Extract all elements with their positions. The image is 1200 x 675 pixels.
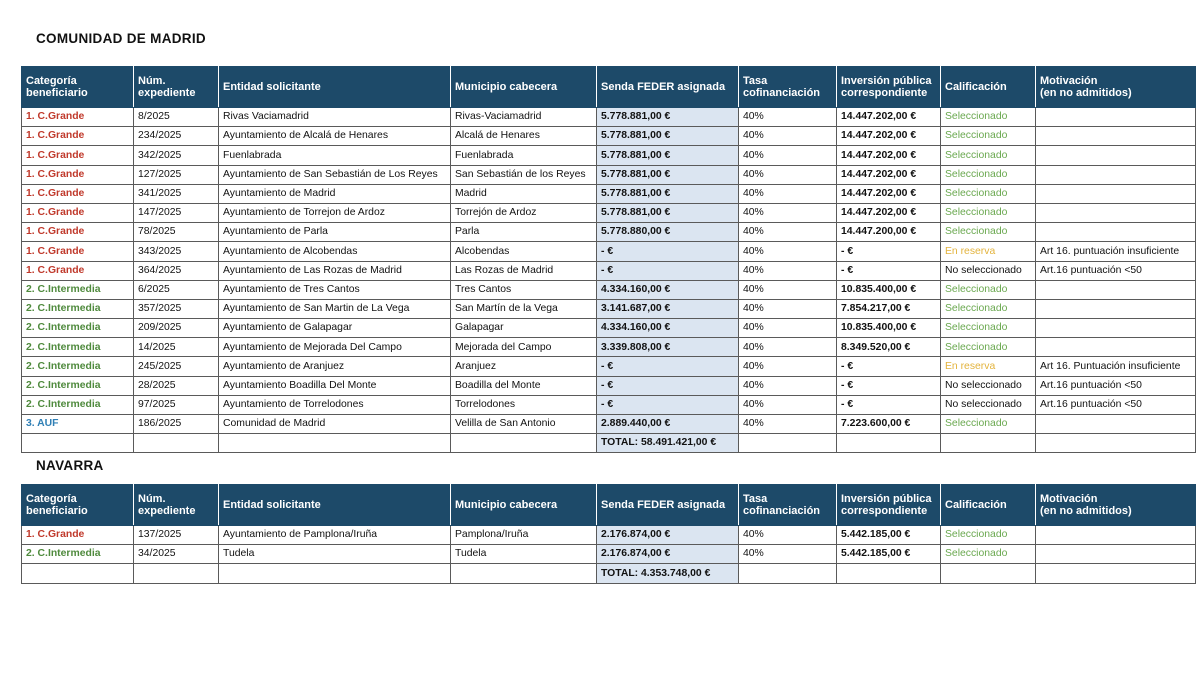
cell-calificacion: No seleccionado <box>941 376 1036 395</box>
cell-tasa-cofinanciacion: 40% <box>739 203 837 222</box>
cell-empty <box>941 434 1036 453</box>
cell-calificacion: En reserva <box>941 242 1036 261</box>
column-header-categoria <box>22 485 134 526</box>
cell-senda-feder: 2.176.874,00 € <box>597 526 739 545</box>
cell-calificacion: Seleccionado <box>941 203 1036 222</box>
header-line-1: Municipio cabecera <box>455 498 558 511</box>
cell-senda-feder: 5.778.880,00 € <box>597 223 739 242</box>
header-line-2: correspondiente <box>841 505 928 517</box>
cell-motivacion <box>1036 319 1196 338</box>
cell-categoria-beneficiario: 1. C.Grande <box>22 108 134 127</box>
cell-motivacion <box>1036 280 1196 299</box>
cell-inversion-publica: - € <box>837 376 941 395</box>
cell-entidad-solicitante: Ayuntamiento de Madrid <box>219 184 451 203</box>
cell-categoria-beneficiario: 2. C.Intermedia <box>22 376 134 395</box>
cell-inversion-publica: 14.447.202,00 € <box>837 203 941 222</box>
cell-num-expediente: 137/2025 <box>134 526 219 545</box>
column-header-tasa <box>739 67 837 108</box>
cell-empty <box>451 564 597 583</box>
cell-senda-feder: 5.778.881,00 € <box>597 127 739 146</box>
table-comunidad-de-madrid <box>21 66 1196 453</box>
table-total-row <box>22 564 1196 583</box>
cell-inversion-publica: 8.349.520,00 € <box>837 338 941 357</box>
cell-num-expediente: 245/2025 <box>134 357 219 376</box>
cell-calificacion: En reserva <box>941 357 1036 376</box>
table-row <box>22 146 1196 165</box>
cell-senda-feder: 4.334.160,00 € <box>597 280 739 299</box>
cell-calificacion: No seleccionado <box>941 261 1036 280</box>
cell-entidad-solicitante: Ayuntamiento de Aranjuez <box>219 357 451 376</box>
table-row <box>22 203 1196 222</box>
cell-motivacion <box>1036 203 1196 222</box>
section-title-navarra: NAVARRA <box>36 458 104 473</box>
table-row <box>22 415 1196 434</box>
table-row <box>22 357 1196 376</box>
cell-calificacion: Seleccionado <box>941 146 1036 165</box>
cell-municipio-cabecera: Alcobendas <box>451 242 597 261</box>
cell-municipio-cabecera: Torrejón de Ardoz <box>451 203 597 222</box>
cell-empty <box>1036 434 1196 453</box>
cell-motivacion <box>1036 108 1196 127</box>
table-navarra <box>21 484 1196 584</box>
header-line-2: (en no admitidos) <box>1040 87 1132 99</box>
cell-categoria-beneficiario: 1. C.Grande <box>22 127 134 146</box>
cell-motivacion: Art.16 puntuación <50 <box>1036 261 1196 280</box>
cell-senda-feder: 5.778.881,00 € <box>597 165 739 184</box>
column-header-calificacion <box>941 67 1036 108</box>
table-row <box>22 395 1196 414</box>
cell-empty <box>739 564 837 583</box>
cell-motivacion <box>1036 223 1196 242</box>
cell-entidad-solicitante: Ayuntamiento de Alcalá de Henares <box>219 127 451 146</box>
column-header-expediente <box>134 67 219 108</box>
cell-categoria-beneficiario: 1. C.Grande <box>22 261 134 280</box>
column-header-municipio <box>451 485 597 526</box>
cell-municipio-cabecera: Galapagar <box>451 319 597 338</box>
cell-categoria-beneficiario: 3. AUF <box>22 415 134 434</box>
cell-tasa-cofinanciacion: 40% <box>739 357 837 376</box>
cell-num-expediente: 28/2025 <box>134 376 219 395</box>
cell-empty <box>219 564 451 583</box>
cell-num-expediente: 147/2025 <box>134 203 219 222</box>
column-header-calificacion <box>941 485 1036 526</box>
column-header-tasa <box>739 485 837 526</box>
cell-entidad-solicitante: Comunidad de Madrid <box>219 415 451 434</box>
cell-senda-feder: 5.778.881,00 € <box>597 203 739 222</box>
table-body <box>22 108 1196 453</box>
cell-calificacion: No seleccionado <box>941 395 1036 414</box>
cell-entidad-solicitante: Ayuntamiento de Pamplona/Iruña <box>219 526 451 545</box>
cell-categoria-beneficiario: 1. C.Grande <box>22 203 134 222</box>
cell-num-expediente: 234/2025 <box>134 127 219 146</box>
table-body <box>22 526 1196 584</box>
cell-categoria-beneficiario: 2. C.Intermedia <box>22 545 134 564</box>
cell-senda-feder: 2.176.874,00 € <box>597 545 739 564</box>
header-line-1: Núm. <box>138 74 166 87</box>
cell-tasa-cofinanciacion: 40% <box>739 280 837 299</box>
cell-entidad-solicitante: Ayuntamiento de Mejorada Del Campo <box>219 338 451 357</box>
cell-num-expediente: 209/2025 <box>134 319 219 338</box>
cell-inversion-publica: - € <box>837 357 941 376</box>
section-title-madrid: COMUNIDAD DE MADRID <box>36 31 206 46</box>
header-row <box>22 485 1196 526</box>
cell-calificacion: Seleccionado <box>941 415 1036 434</box>
table-row <box>22 165 1196 184</box>
header-line-1: Calificación <box>945 80 1007 93</box>
cell-inversion-publica: 14.447.202,00 € <box>837 184 941 203</box>
cell-motivacion: Art.16 puntuación <50 <box>1036 376 1196 395</box>
cell-municipio-cabecera: Aranjuez <box>451 357 597 376</box>
cell-inversion-publica: 5.442.185,00 € <box>837 526 941 545</box>
cell-empty <box>22 434 134 453</box>
column-header-expediente <box>134 485 219 526</box>
cell-num-expediente: 78/2025 <box>134 223 219 242</box>
table-row <box>22 223 1196 242</box>
cell-entidad-solicitante: Tudela <box>219 545 451 564</box>
cell-entidad-solicitante: Ayuntamiento de Alcobendas <box>219 242 451 261</box>
header-line-1: Inversión pública <box>841 492 932 505</box>
cell-tasa-cofinanciacion: 40% <box>739 319 837 338</box>
cell-tasa-cofinanciacion: 40% <box>739 146 837 165</box>
header-line-2: expediente <box>138 505 196 517</box>
cell-municipio-cabecera: Fuenlabrada <box>451 146 597 165</box>
cell-calificacion: Seleccionado <box>941 545 1036 564</box>
cell-tasa-cofinanciacion: 40% <box>739 376 837 395</box>
cell-inversion-publica: 10.835.400,00 € <box>837 319 941 338</box>
cell-inversion-publica: 14.447.202,00 € <box>837 146 941 165</box>
table-row <box>22 299 1196 318</box>
cell-tasa-cofinanciacion: 40% <box>739 545 837 564</box>
cell-motivacion <box>1036 338 1196 357</box>
table-row <box>22 184 1196 203</box>
header-line-2: (en no admitidos) <box>1040 505 1132 517</box>
cell-calificacion: Seleccionado <box>941 338 1036 357</box>
cell-motivacion <box>1036 184 1196 203</box>
cell-categoria-beneficiario: 2. C.Intermedia <box>22 280 134 299</box>
cell-municipio-cabecera: Las Rozas de Madrid <box>451 261 597 280</box>
cell-entidad-solicitante: Ayuntamiento de San Sebastián de Los Reyes <box>219 165 451 184</box>
column-header-senda-feder <box>597 485 739 526</box>
cell-municipio-cabecera: Velilla de San Antonio <box>451 415 597 434</box>
cell-tasa-cofinanciacion: 40% <box>739 299 837 318</box>
table-row <box>22 376 1196 395</box>
header-line-2: cofinanciación <box>743 87 821 99</box>
cell-num-expediente: 343/2025 <box>134 242 219 261</box>
cell-municipio-cabecera: Madrid <box>451 184 597 203</box>
column-header-entidad <box>219 485 451 526</box>
header-line-1: Motivación <box>1040 492 1098 505</box>
cell-motivacion <box>1036 526 1196 545</box>
column-header-senda-feder <box>597 67 739 108</box>
header-line-1: Motivación <box>1040 74 1098 87</box>
cell-senda-feder: - € <box>597 357 739 376</box>
cell-motivacion: Art 16. puntuación insuficiente <box>1036 242 1196 261</box>
cell-motivacion: Art 16. Puntuación insuficiente <box>1036 357 1196 376</box>
cell-tasa-cofinanciacion: 40% <box>739 127 837 146</box>
cell-inversion-publica: - € <box>837 261 941 280</box>
cell-categoria-beneficiario: 1. C.Grande <box>22 223 134 242</box>
cell-municipio-cabecera: Parla <box>451 223 597 242</box>
table-row <box>22 108 1196 127</box>
cell-municipio-cabecera: San Sebastián de los Reyes <box>451 165 597 184</box>
cell-inversion-publica: 7.854.217,00 € <box>837 299 941 318</box>
cell-categoria-beneficiario: 2. C.Intermedia <box>22 357 134 376</box>
cell-empty <box>739 434 837 453</box>
cell-municipio-cabecera: Tres Cantos <box>451 280 597 299</box>
header-line-1: Entidad solicitante <box>223 498 321 511</box>
table-header <box>22 67 1196 108</box>
cell-categoria-beneficiario: 1. C.Grande <box>22 184 134 203</box>
cell-tasa-cofinanciacion: 40% <box>739 108 837 127</box>
cell-senda-feder: 4.334.160,00 € <box>597 319 739 338</box>
cell-num-expediente: 127/2025 <box>134 165 219 184</box>
cell-motivacion <box>1036 146 1196 165</box>
cell-num-expediente: 342/2025 <box>134 146 219 165</box>
table-row <box>22 338 1196 357</box>
header-line-1: Tasa <box>743 74 768 87</box>
cell-num-expediente: 186/2025 <box>134 415 219 434</box>
cell-categoria-beneficiario: 1. C.Grande <box>22 242 134 261</box>
cell-municipio-cabecera: Pamplona/Iruña <box>451 526 597 545</box>
cell-empty <box>837 564 941 583</box>
cell-tasa-cofinanciacion: 40% <box>739 184 837 203</box>
cell-municipio-cabecera: Torrelodones <box>451 395 597 414</box>
cell-inversion-publica: 14.447.202,00 € <box>837 127 941 146</box>
cell-senda-feder: 5.778.881,00 € <box>597 108 739 127</box>
cell-calificacion: Seleccionado <box>941 223 1036 242</box>
table-row <box>22 242 1196 261</box>
cell-num-expediente: 341/2025 <box>134 184 219 203</box>
table-row <box>22 261 1196 280</box>
cell-empty <box>22 564 134 583</box>
cell-senda-feder: - € <box>597 395 739 414</box>
table-row <box>22 127 1196 146</box>
table-row <box>22 545 1196 564</box>
header-line-1: Entidad solicitante <box>223 80 321 93</box>
cell-entidad-solicitante: Ayuntamiento de San Martin de La Vega <box>219 299 451 318</box>
cell-motivacion <box>1036 415 1196 434</box>
cell-empty <box>1036 564 1196 583</box>
column-header-entidad <box>219 67 451 108</box>
cell-motivacion <box>1036 299 1196 318</box>
table-header <box>22 485 1196 526</box>
cell-categoria-beneficiario: 2. C.Intermedia <box>22 319 134 338</box>
cell-inversion-publica: 14.447.202,00 € <box>837 108 941 127</box>
column-header-municipio <box>451 67 597 108</box>
cell-categoria-beneficiario: 2. C.Intermedia <box>22 395 134 414</box>
cell-inversion-publica: - € <box>837 395 941 414</box>
header-line-2: beneficiario <box>26 505 88 517</box>
cell-senda-feder: 3.339.808,00 € <box>597 338 739 357</box>
cell-empty <box>451 434 597 453</box>
cell-categoria-beneficiario: 1. C.Grande <box>22 146 134 165</box>
cell-entidad-solicitante: Ayuntamiento de Torrelodones <box>219 395 451 414</box>
cell-tasa-cofinanciacion: 40% <box>739 242 837 261</box>
cell-calificacion: Seleccionado <box>941 319 1036 338</box>
header-line-1: Núm. <box>138 492 166 505</box>
cell-calificacion: Seleccionado <box>941 280 1036 299</box>
header-line-2: correspondiente <box>841 87 928 99</box>
table-row <box>22 526 1196 545</box>
cell-senda-feder: - € <box>597 242 739 261</box>
column-header-inversion <box>837 485 941 526</box>
cell-motivacion <box>1036 127 1196 146</box>
cell-entidad-solicitante: Fuenlabrada <box>219 146 451 165</box>
cell-entidad-solicitante: Ayuntamiento de Tres Cantos <box>219 280 451 299</box>
cell-tasa-cofinanciacion: 40% <box>739 223 837 242</box>
cell-num-expediente: 364/2025 <box>134 261 219 280</box>
cell-calificacion: Seleccionado <box>941 127 1036 146</box>
cell-calificacion: Seleccionado <box>941 526 1036 545</box>
column-header-inversion <box>837 67 941 108</box>
cell-categoria-beneficiario: 1. C.Grande <box>22 526 134 545</box>
cell-categoria-beneficiario: 2. C.Intermedia <box>22 299 134 318</box>
header-line-1: Categoría <box>26 74 77 87</box>
cell-categoria-beneficiario: 1. C.Grande <box>22 165 134 184</box>
cell-empty <box>837 434 941 453</box>
cell-entidad-solicitante: Ayuntamiento de Parla <box>219 223 451 242</box>
header-line-1: Categoría <box>26 492 77 505</box>
cell-num-expediente: 6/2025 <box>134 280 219 299</box>
column-header-motivacion <box>1036 485 1196 526</box>
cell-calificacion: Seleccionado <box>941 108 1036 127</box>
column-header-categoria <box>22 67 134 108</box>
cell-municipio-cabecera: Mejorada del Campo <box>451 338 597 357</box>
cell-calificacion: Seleccionado <box>941 165 1036 184</box>
header-line-1: Inversión pública <box>841 74 932 87</box>
cell-tasa-cofinanciacion: 40% <box>739 415 837 434</box>
cell-tasa-cofinanciacion: 40% <box>739 395 837 414</box>
cell-municipio-cabecera: Alcalá de Henares <box>451 127 597 146</box>
cell-empty <box>134 564 219 583</box>
table-total-row <box>22 434 1196 453</box>
cell-empty <box>134 434 219 453</box>
cell-inversion-publica: 5.442.185,00 € <box>837 545 941 564</box>
table-row <box>22 280 1196 299</box>
cell-senda-feder: 5.778.881,00 € <box>597 184 739 203</box>
cell-municipio-cabecera: Tudela <box>451 545 597 564</box>
cell-empty <box>219 434 451 453</box>
header-line-1: Municipio cabecera <box>455 80 558 93</box>
cell-entidad-solicitante: Ayuntamiento Boadilla Del Monte <box>219 376 451 395</box>
cell-tasa-cofinanciacion: 40% <box>739 526 837 545</box>
cell-num-expediente: 14/2025 <box>134 338 219 357</box>
cell-senda-feder: 2.889.440,00 € <box>597 415 739 434</box>
cell-motivacion: Art.16 puntuación <50 <box>1036 395 1196 414</box>
cell-senda-feder: 5.778.881,00 € <box>597 146 739 165</box>
header-line-2: expediente <box>138 87 196 99</box>
cell-municipio-cabecera: Rivas-Vaciamadrid <box>451 108 597 127</box>
column-header-motivacion <box>1036 67 1196 108</box>
header-line-1: Senda FEDER asignada <box>601 498 726 511</box>
cell-inversion-publica: 14.447.200,00 € <box>837 223 941 242</box>
cell-entidad-solicitante: Rivas Vaciamadrid <box>219 108 451 127</box>
cell-inversion-publica: 7.223.600,00 € <box>837 415 941 434</box>
cell-num-expediente: 34/2025 <box>134 545 219 564</box>
cell-senda-feder: - € <box>597 261 739 280</box>
cell-total-senda-feder: TOTAL: 58.491.421,00 € <box>597 434 739 453</box>
cell-num-expediente: 97/2025 <box>134 395 219 414</box>
header-line-1: Tasa <box>743 492 768 505</box>
header-line-1: Senda FEDER asignada <box>601 80 726 93</box>
cell-entidad-solicitante: Ayuntamiento de Torrejon de Ardoz <box>219 203 451 222</box>
header-line-1: Calificación <box>945 498 1007 511</box>
cell-inversion-publica: 10.835.400,00 € <box>837 280 941 299</box>
cell-inversion-publica: 14.447.202,00 € <box>837 165 941 184</box>
cell-num-expediente: 8/2025 <box>134 108 219 127</box>
cell-entidad-solicitante: Ayuntamiento de Galapagar <box>219 319 451 338</box>
cell-motivacion <box>1036 165 1196 184</box>
header-line-2: cofinanciación <box>743 505 821 517</box>
cell-inversion-publica: - € <box>837 242 941 261</box>
cell-empty <box>941 564 1036 583</box>
cell-calificacion: Seleccionado <box>941 299 1036 318</box>
cell-motivacion <box>1036 545 1196 564</box>
cell-num-expediente: 357/2025 <box>134 299 219 318</box>
cell-total-senda-feder: TOTAL: 4.353.748,00 € <box>597 564 739 583</box>
cell-senda-feder: - € <box>597 376 739 395</box>
cell-senda-feder: 3.141.687,00 € <box>597 299 739 318</box>
cell-municipio-cabecera: Boadilla del Monte <box>451 376 597 395</box>
cell-tasa-cofinanciacion: 40% <box>739 261 837 280</box>
cell-tasa-cofinanciacion: 40% <box>739 338 837 357</box>
cell-municipio-cabecera: San Martín de la Vega <box>451 299 597 318</box>
cell-tasa-cofinanciacion: 40% <box>739 165 837 184</box>
cell-calificacion: Seleccionado <box>941 184 1036 203</box>
table-row <box>22 319 1196 338</box>
header-line-2: beneficiario <box>26 87 88 99</box>
cell-entidad-solicitante: Ayuntamiento de Las Rozas de Madrid <box>219 261 451 280</box>
cell-categoria-beneficiario: 2. C.Intermedia <box>22 338 134 357</box>
header-row <box>22 67 1196 108</box>
